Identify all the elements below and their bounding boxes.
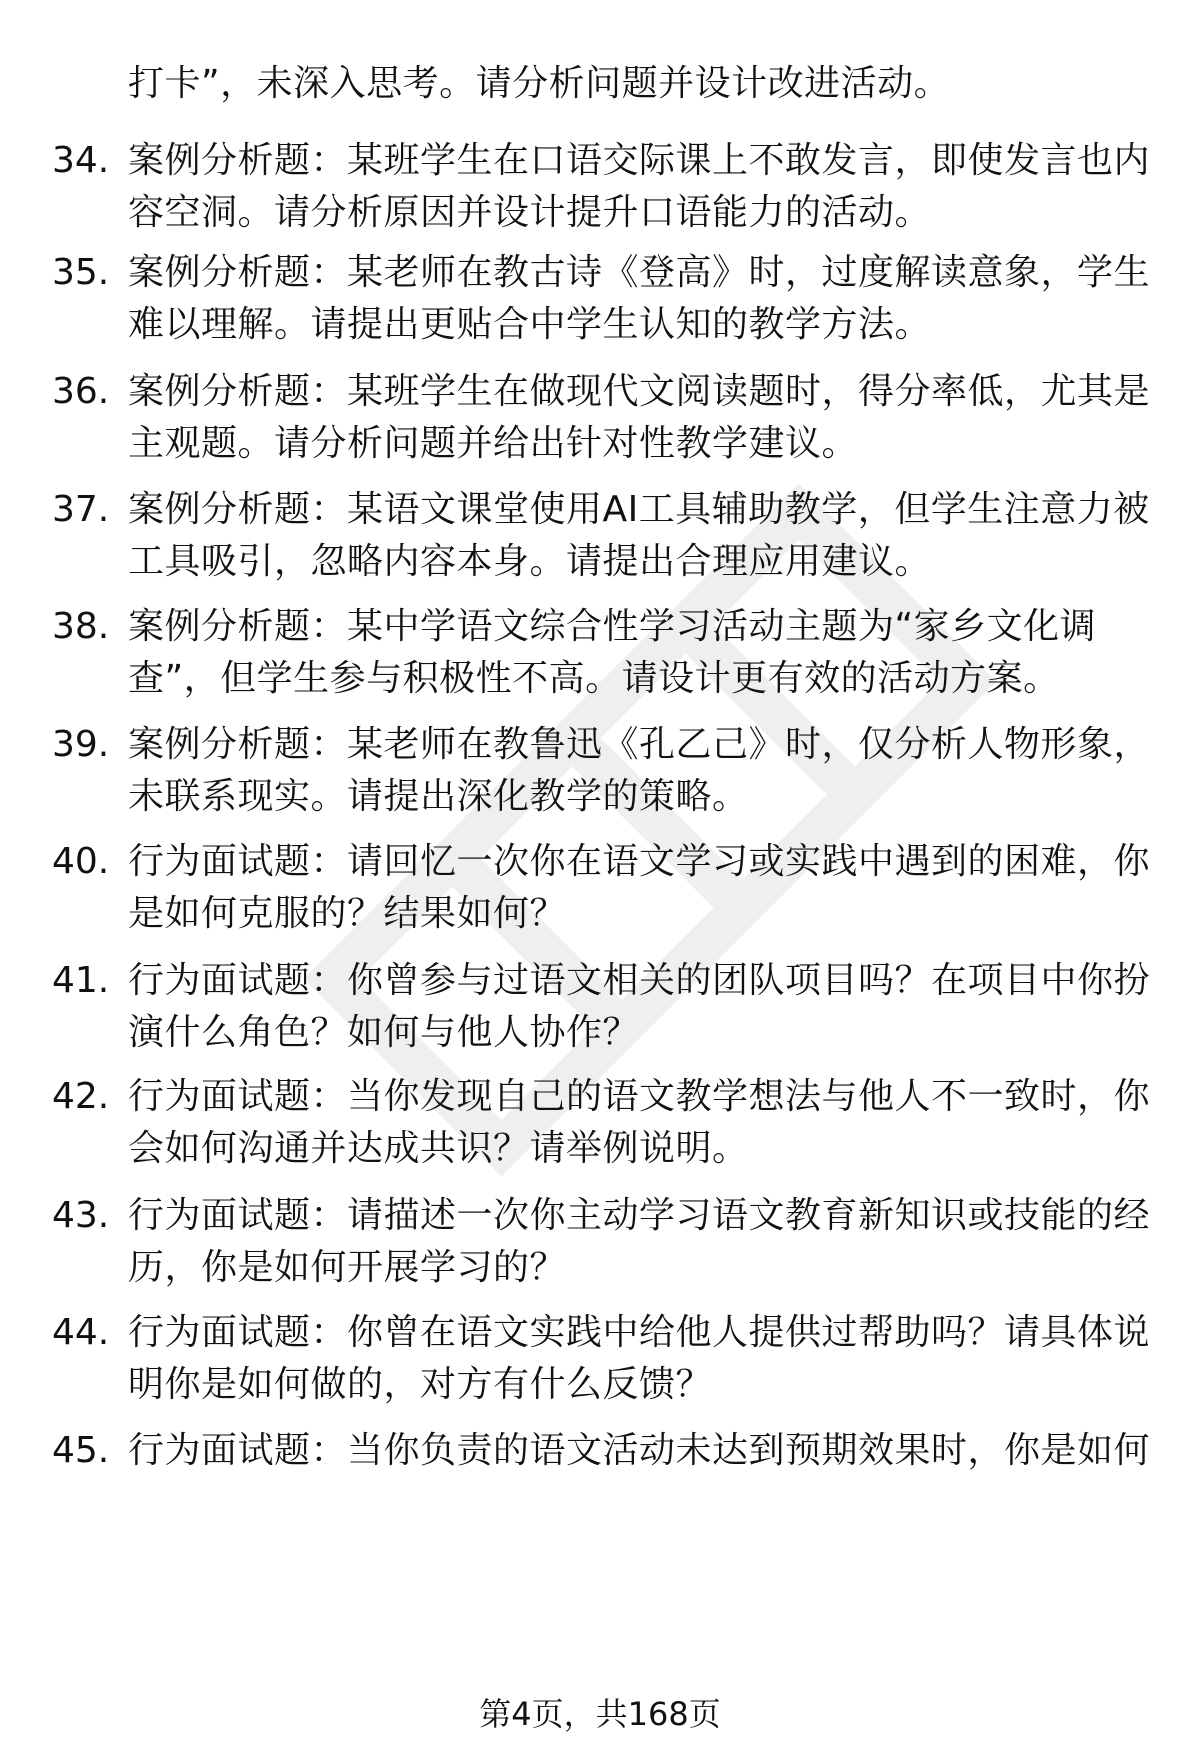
question-line: 查”，但学生参与积极性不高。请设计更有效的活动方案。: [128, 658, 1060, 699]
list-item: [0, 836, 1200, 966]
question-line: 行为面试题：请回忆一次你在语文学习或实践中遇到的困难，你: [128, 841, 1151, 882]
question-number: 41.: [52, 960, 110, 1001]
page-footer: 第4页，共168页: [479, 1695, 721, 1733]
question-line: 容空洞。请分析原因并设计提升口语能力的活动。: [128, 192, 932, 233]
list-item: [0, 719, 1200, 849]
question-line: 工具吸引，忽略内容本身。请提出合理应用建议。: [128, 541, 932, 582]
question-line: 是如何克服的？结果如何？: [128, 893, 567, 934]
question-text: [128, 601, 1148, 705]
question-number: 45.: [52, 1430, 110, 1471]
question-line: 主观题。请分析问题并给出针对性教学建议。: [128, 423, 859, 464]
question-line: 明你是如何做的，对方有什么反馈？: [128, 1364, 713, 1405]
question-text: [128, 955, 1151, 1059]
list-item: [0, 601, 1200, 731]
question-number: 42.: [52, 1076, 110, 1117]
question-number: 36.: [52, 371, 110, 412]
question-line: 案例分析题：某老师在教古诗《登高》时，过度解读意象，学生: [128, 252, 1151, 293]
question-line: 行为面试题：你曾在语文实践中给他人提供过帮助吗？请具体说: [128, 1312, 1151, 1353]
question-number: 38.: [52, 606, 110, 647]
list-item: [0, 484, 1200, 614]
question-text: [128, 135, 1151, 239]
question-number: 44.: [52, 1312, 110, 1353]
question-line: 行为面试题：当你负责的语文活动未达到预期效果时，你是如何: [128, 1430, 1151, 1471]
question-text: [128, 719, 1151, 823]
question-line: 行为面试题：当你发现自己的语文教学想法与他人不一致时，你: [128, 1076, 1151, 1117]
list-item: [0, 1190, 1200, 1320]
question-line: 行为面试题：请描述一次你主动学习语文教育新知识或技能的经: [128, 1195, 1151, 1236]
question-text: [128, 836, 1151, 940]
question-line: 会如何沟通并达成共识？请举例说明。: [128, 1128, 749, 1169]
question-text: [128, 366, 1151, 470]
question-line: 行为面试题：你曾参与过语文相关的团队项目吗？在项目中你扮: [128, 960, 1151, 1001]
question-text: [128, 1190, 1151, 1294]
continuation-line: 打卡”，未深入思考。请分析问题并设计改进活动。: [128, 63, 951, 104]
question-text: [128, 1425, 1151, 1477]
question-number: 37.: [52, 489, 110, 530]
question-line: 难以理解。请提出更贴合中学生认知的教学方法。: [128, 304, 932, 345]
question-line: 案例分析题：某语文课堂使用AI工具辅助教学，但学生注意力被: [128, 489, 1150, 530]
question-number: 35.: [52, 252, 110, 293]
question-number: 43.: [52, 1195, 110, 1236]
question-line: 演什么角色？如何与他人协作？: [128, 1012, 640, 1053]
question-line: 案例分析题：某中学语文综合性学习活动主题为“家乡文化调: [128, 606, 1097, 647]
list-item: [0, 1307, 1200, 1437]
question-line: 案例分析题：某班学生在口语交际课上不敢发言，即使发言也内: [128, 140, 1151, 181]
list-item: [0, 1425, 1200, 1555]
list-item: [0, 955, 1200, 1085]
question-text: [128, 484, 1148, 588]
list-item: [0, 1071, 1200, 1201]
list-item: [0, 366, 1200, 496]
question-number: 39.: [52, 724, 110, 765]
list-item: [0, 135, 1200, 265]
question-line: 案例分析题：某老师在教鲁迅《孔乙己》时，仅分析人物形象，: [128, 724, 1151, 765]
question-line: 未联系现实。请提出深化教学的策略。: [128, 776, 749, 817]
question-line: 历，你是如何开展学习的？: [128, 1247, 567, 1288]
question-text: [128, 247, 1151, 351]
question-line: 案例分析题：某班学生在做现代文阅读题时，得分率低，尤其是: [128, 371, 1151, 412]
question-text: [128, 1071, 1151, 1175]
question-number: 40.: [52, 841, 110, 882]
question-text: [128, 1307, 1151, 1411]
question-number: 34.: [52, 140, 110, 181]
list-item: [0, 247, 1200, 377]
